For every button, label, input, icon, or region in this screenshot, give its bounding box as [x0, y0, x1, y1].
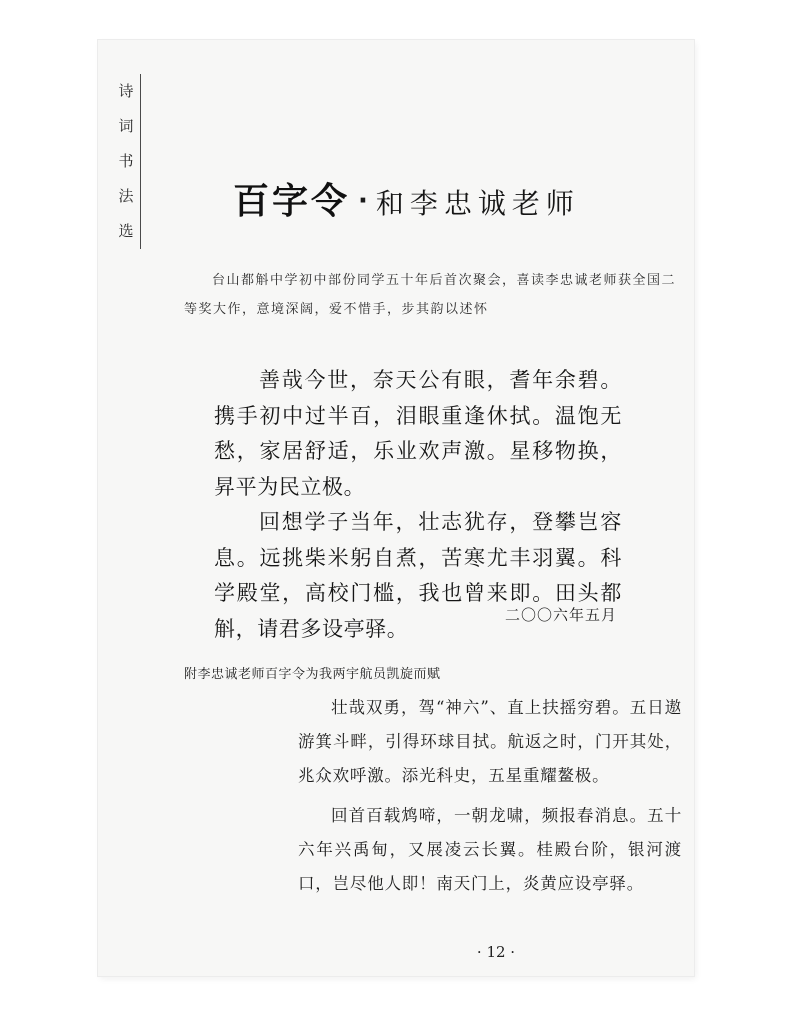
- title-subtitle: 和李忠诚老师: [375, 187, 580, 220]
- section-side-tab: [112, 74, 141, 249]
- title-main: 百字令: [233, 181, 351, 222]
- appendix-stanza: 壮哉双勇，驾“神六”、直上扶摇穷碧。五日遨游箕斗畔，引得环球目拭。航返之时，门开其处，兆众欢呼激。添光科史，五星重耀鳌极。: [298, 698, 682, 785]
- poem-date: 二〇〇六年五月: [504, 606, 617, 624]
- poem-stanza: 回想学子当年，壮志犹存，登攀岂容息。远挑柴米躬自煮，苦寒尤丰羽翼。科学殿堂，高校门槛，我也曾来即。田头都斛，请君多设亭驿。: [214, 510, 622, 641]
- page-number: · 12 ·: [476, 943, 516, 961]
- side-tab-char: 书: [118, 152, 134, 170]
- title-separator: ·: [358, 186, 368, 216]
- preface-text: 台山都斛中学初中部份同学五十年后首次聚会，喜读李忠诚老师获全国二等奖大作，意境深阔，爱不惜手，步其韵以述怀: [184, 273, 677, 317]
- appendix-body: [298, 691, 682, 901]
- side-tab-char: 法: [118, 187, 134, 205]
- side-tab-char: 诗: [118, 82, 134, 100]
- side-tab-char: 选: [118, 222, 134, 240]
- appendix-stanza: 回首百载鸩啼，一朝龙啸，频报春消息。五十六年兴禹甸，又展凌云长翼。桂殿台阶，银河渡口，岂尽他人即！南天门上，炎黄应设亭驿。: [298, 806, 682, 893]
- side-tab-char: 词: [118, 117, 134, 135]
- book-page: [98, 40, 694, 976]
- appendix-title: 附李忠诚老师百字令为我两宇航员凯旋而赋: [184, 667, 441, 682]
- poem-title: [233, 173, 653, 224]
- poem-stanza: 善哉今世，奈天公有眼，耆年余碧。携手初中过半百，泪眼重逢休拭。温饱无愁，家居舒适，乐业欢声激。星移物换，昇平为民立极。: [214, 368, 622, 499]
